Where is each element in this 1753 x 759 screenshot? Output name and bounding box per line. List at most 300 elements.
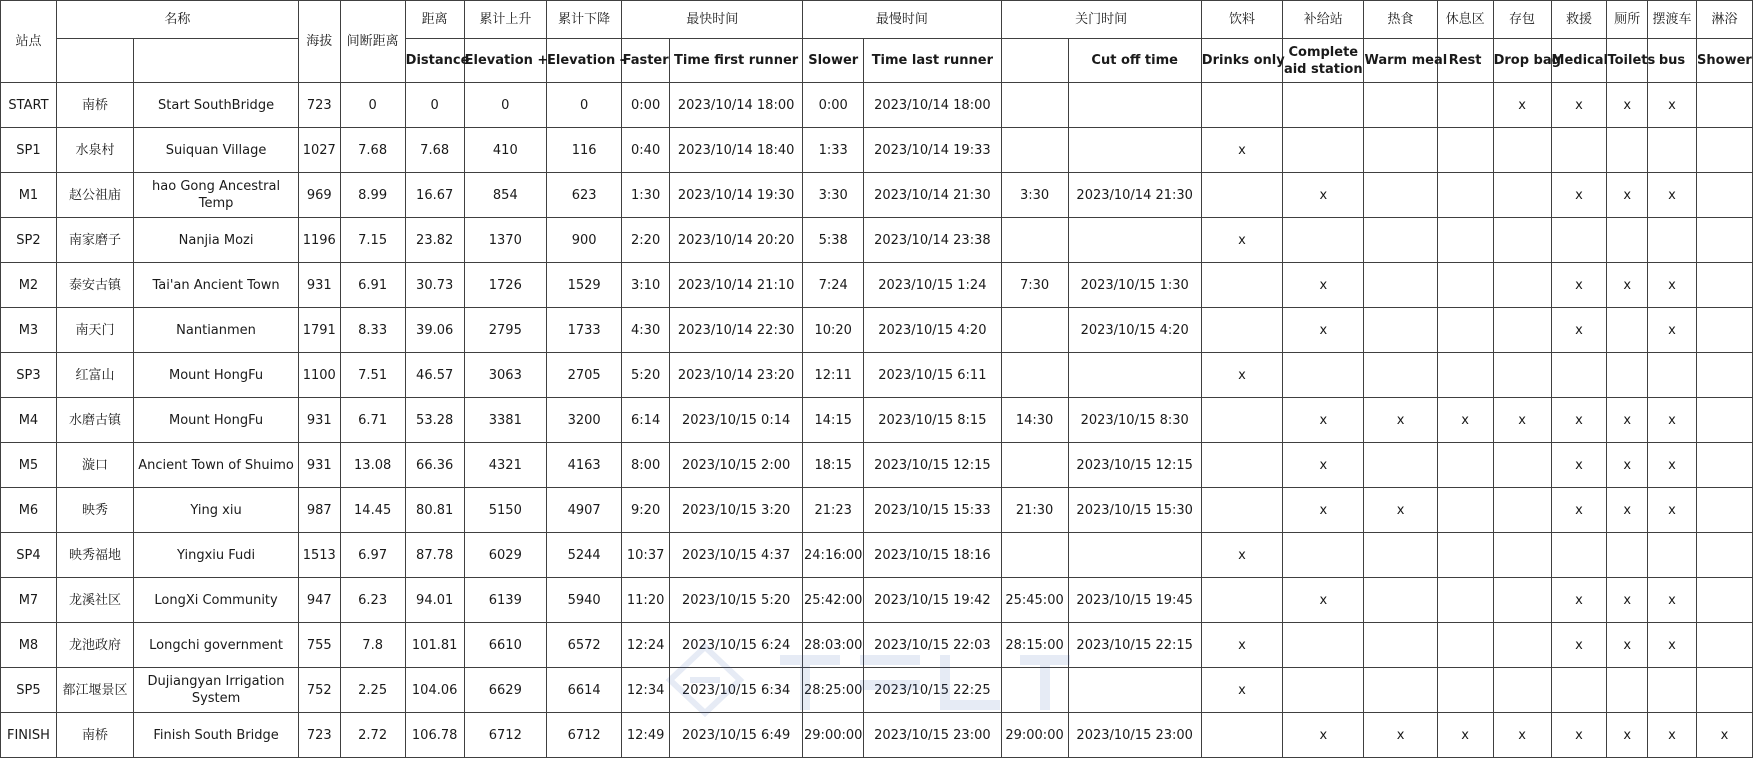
- cell-rest: [1437, 83, 1493, 128]
- cell-cut-dur: [1001, 218, 1068, 263]
- cell-last: 2023/10/15 23:00: [864, 713, 1001, 758]
- cell-dist: 66.36: [405, 443, 464, 488]
- cell-slow: 21:23: [803, 488, 864, 533]
- cell-dropbag: [1493, 668, 1551, 713]
- cell-fast: 0:40: [622, 128, 670, 173]
- cell-up: 3063: [464, 353, 546, 398]
- cell-alt: 755: [298, 623, 340, 668]
- header-elevation-up-cn: 累计上升: [464, 1, 546, 39]
- cell-en: Suiquan Village: [134, 128, 299, 173]
- cell-medical: x: [1551, 173, 1607, 218]
- cell-down: 6572: [547, 623, 622, 668]
- cell-fast: 11:20: [622, 578, 670, 623]
- header-drinks-en: Drinks only: [1201, 39, 1282, 83]
- cell-last: 2023/10/14 21:30: [864, 173, 1001, 218]
- cell-en: Tai'an Ancient Town: [134, 263, 299, 308]
- cell-meal: [1364, 128, 1437, 173]
- cell-meal: [1364, 218, 1437, 263]
- cell-aid: [1283, 128, 1364, 173]
- table-row: [1, 668, 1753, 713]
- cell-drinks: [1201, 173, 1282, 218]
- cell-cut: [1068, 668, 1201, 713]
- cell-cn: 龙池政府: [56, 623, 133, 668]
- cell-up: 854: [464, 173, 546, 218]
- cell-cut: [1068, 353, 1201, 398]
- cell-slow: 18:15: [803, 443, 864, 488]
- cell-medical: x: [1551, 488, 1607, 533]
- cell-rest: [1437, 128, 1493, 173]
- table-row: [1, 488, 1753, 533]
- cell-meal: [1364, 668, 1437, 713]
- cell-bus: x: [1648, 578, 1697, 623]
- cell-medical: [1551, 128, 1607, 173]
- cell-seg: 7.8: [340, 623, 405, 668]
- cell-rest: [1437, 443, 1493, 488]
- cell-alt: 1791: [298, 308, 340, 353]
- cell-station: M2: [1, 263, 57, 308]
- cell-seg: 2.72: [340, 713, 405, 758]
- header-cutoff-time-en: Cut off time: [1068, 39, 1201, 83]
- cell-toilets: x: [1607, 488, 1648, 533]
- header-altitude: 海拔: [298, 1, 340, 83]
- cell-cut: 2023/10/14 21:30: [1068, 173, 1201, 218]
- cell-bus: x: [1648, 173, 1697, 218]
- cell-alt: 723: [298, 713, 340, 758]
- cell-cn: 南天门: [56, 308, 133, 353]
- cell-en: hao Gong Ancestral Temp: [134, 173, 299, 218]
- cell-shower: [1696, 83, 1752, 128]
- cell-seg: 0: [340, 83, 405, 128]
- cell-bus: [1648, 128, 1697, 173]
- cell-shower: [1696, 533, 1752, 578]
- cell-rest: [1437, 668, 1493, 713]
- cell-rest: x: [1437, 398, 1493, 443]
- cell-last: 2023/10/14 23:38: [864, 218, 1001, 263]
- cell-station: M4: [1, 398, 57, 443]
- header-elevation-down-cn: 累计下降: [547, 1, 622, 39]
- cell-shower: [1696, 488, 1752, 533]
- cell-meal: [1364, 308, 1437, 353]
- cell-aid: [1283, 218, 1364, 263]
- cell-toilets: x: [1607, 578, 1648, 623]
- cell-seg: 8.99: [340, 173, 405, 218]
- cell-cut: 2023/10/15 22:15: [1068, 623, 1201, 668]
- cell-rest: [1437, 263, 1493, 308]
- cell-fast: 3:10: [622, 263, 670, 308]
- cell-dist: 101.81: [405, 623, 464, 668]
- header-meal-en: Warm meal: [1364, 39, 1437, 83]
- cell-drinks: x: [1201, 623, 1282, 668]
- header-name-cn-blank: [56, 39, 133, 83]
- cell-down: 116: [547, 128, 622, 173]
- table-row: [1, 713, 1753, 758]
- cell-rest: [1437, 578, 1493, 623]
- cell-aid: x: [1283, 173, 1364, 218]
- cell-bus: x: [1648, 398, 1697, 443]
- cell-toilets: x: [1607, 623, 1648, 668]
- cell-up: 4321: [464, 443, 546, 488]
- cell-medical: x: [1551, 398, 1607, 443]
- cell-cut: 2023/10/15 8:30: [1068, 398, 1201, 443]
- header-drinks-cn: 饮料: [1201, 1, 1282, 39]
- header-station: 站点: [1, 1, 57, 83]
- cell-dropbag: [1493, 533, 1551, 578]
- cell-seg: 13.08: [340, 443, 405, 488]
- cell-last: 2023/10/15 8:15: [864, 398, 1001, 443]
- cell-aid: x: [1283, 263, 1364, 308]
- table-row: [1, 578, 1753, 623]
- header-aid-en: Complete aid station: [1283, 39, 1364, 83]
- cell-toilets: x: [1607, 713, 1648, 758]
- cell-cn: 南桥: [56, 83, 133, 128]
- cell-drinks: x: [1201, 668, 1282, 713]
- cell-cut: 2023/10/15 1:30: [1068, 263, 1201, 308]
- cell-dropbag: [1493, 173, 1551, 218]
- cell-medical: x: [1551, 308, 1607, 353]
- cell-dropbag: x: [1493, 398, 1551, 443]
- cell-cn: 赵公祖庙: [56, 173, 133, 218]
- cell-rest: [1437, 218, 1493, 263]
- cell-shower: [1696, 623, 1752, 668]
- cell-dist: 94.01: [405, 578, 464, 623]
- cell-slow: 25:42:00: [803, 578, 864, 623]
- cell-cut-dur: [1001, 443, 1068, 488]
- cell-medical: x: [1551, 713, 1607, 758]
- cell-dist: 104.06: [405, 668, 464, 713]
- cell-dropbag: [1493, 218, 1551, 263]
- cell-last: 2023/10/15 1:24: [864, 263, 1001, 308]
- cell-cn: 红富山: [56, 353, 133, 398]
- cell-meal: [1364, 83, 1437, 128]
- cell-en: Start SouthBridge: [134, 83, 299, 128]
- cell-en: Finish South Bridge: [134, 713, 299, 758]
- cell-dropbag: [1493, 578, 1551, 623]
- cell-drinks: x: [1201, 353, 1282, 398]
- cell-cn: 水泉村: [56, 128, 133, 173]
- cell-shower: [1696, 128, 1752, 173]
- cell-down: 4163: [547, 443, 622, 488]
- header-bus-cn: 摆渡车: [1648, 1, 1697, 39]
- cell-dist: 80.81: [405, 488, 464, 533]
- cell-bus: x: [1648, 488, 1697, 533]
- cell-alt: 931: [298, 263, 340, 308]
- cell-cn: 龙溪社区: [56, 578, 133, 623]
- cell-slow: 29:00:00: [803, 713, 864, 758]
- cell-bus: [1648, 668, 1697, 713]
- cell-up: 6139: [464, 578, 546, 623]
- cell-en: Dujiangyan Irrigation System: [134, 668, 299, 713]
- cell-meal: [1364, 173, 1437, 218]
- cell-down: 3200: [547, 398, 622, 443]
- cell-en: Mount HongFu: [134, 353, 299, 398]
- cell-dist: 0: [405, 83, 464, 128]
- cell-cut-dur: [1001, 83, 1068, 128]
- cell-up: 6629: [464, 668, 546, 713]
- cell-meal: x: [1364, 713, 1437, 758]
- cell-dist: 87.78: [405, 533, 464, 578]
- cell-down: 2705: [547, 353, 622, 398]
- cell-slow: 5:38: [803, 218, 864, 263]
- cell-alt: 969: [298, 173, 340, 218]
- cell-cut-dur: 25:45:00: [1001, 578, 1068, 623]
- cell-cn: 泰安古镇: [56, 263, 133, 308]
- cell-bus: x: [1648, 443, 1697, 488]
- cell-first: 2023/10/15 4:37: [670, 533, 803, 578]
- cell-dist: 7.68: [405, 128, 464, 173]
- cell-bus: [1648, 218, 1697, 263]
- cell-meal: x: [1364, 488, 1437, 533]
- header-time-first-runner: Time first runner: [670, 39, 803, 83]
- cell-shower: [1696, 308, 1752, 353]
- cell-fast: 9:20: [622, 488, 670, 533]
- cell-dist: 23.82: [405, 218, 464, 263]
- cell-dist: 46.57: [405, 353, 464, 398]
- cell-station: SP5: [1, 668, 57, 713]
- cell-down: 4907: [547, 488, 622, 533]
- cell-station: SP1: [1, 128, 57, 173]
- cell-meal: [1364, 623, 1437, 668]
- cell-toilets: [1607, 308, 1648, 353]
- cell-down: 0: [547, 83, 622, 128]
- cell-fast: 4:30: [622, 308, 670, 353]
- cell-station: START: [1, 83, 57, 128]
- cell-up: 1370: [464, 218, 546, 263]
- cell-aid: [1283, 353, 1364, 398]
- cell-shower: [1696, 578, 1752, 623]
- cell-down: 5940: [547, 578, 622, 623]
- table-row: [1, 83, 1753, 128]
- cell-alt: 1100: [298, 353, 340, 398]
- table-row: [1, 263, 1753, 308]
- cell-last: 2023/10/15 19:42: [864, 578, 1001, 623]
- table-row: [1, 218, 1753, 263]
- cell-cut: 2023/10/15 15:30: [1068, 488, 1201, 533]
- header-elevation-up-en: Elevation +: [464, 39, 546, 83]
- cell-drinks: [1201, 488, 1282, 533]
- cell-up: 3381: [464, 398, 546, 443]
- cell-dropbag: [1493, 263, 1551, 308]
- cell-alt: 752: [298, 668, 340, 713]
- cell-drinks: [1201, 308, 1282, 353]
- cell-up: 2795: [464, 308, 546, 353]
- header-dropbag-cn: 存包: [1493, 1, 1551, 39]
- cell-alt: 1196: [298, 218, 340, 263]
- cell-medical: x: [1551, 623, 1607, 668]
- cell-dropbag: [1493, 353, 1551, 398]
- cell-meal: [1364, 353, 1437, 398]
- cell-aid: x: [1283, 443, 1364, 488]
- cell-cn: 南家磨子: [56, 218, 133, 263]
- cell-cut-dur: [1001, 668, 1068, 713]
- header-row-cn: [1, 1, 1753, 39]
- cell-toilets: x: [1607, 398, 1648, 443]
- cell-drinks: [1201, 443, 1282, 488]
- cell-meal: [1364, 578, 1437, 623]
- table-row: [1, 173, 1753, 218]
- cell-aid: x: [1283, 578, 1364, 623]
- cell-dropbag: x: [1493, 713, 1551, 758]
- cell-en: Yingxiu Fudi: [134, 533, 299, 578]
- cell-seg: 2.25: [340, 668, 405, 713]
- cell-shower: [1696, 353, 1752, 398]
- header-distance-cn: 距离: [405, 1, 464, 39]
- cell-aid: x: [1283, 713, 1364, 758]
- cell-first: 2023/10/14 22:30: [670, 308, 803, 353]
- cell-slow: 24:16:00: [803, 533, 864, 578]
- cell-medical: [1551, 668, 1607, 713]
- cell-aid: [1283, 668, 1364, 713]
- cell-dist: 16.67: [405, 173, 464, 218]
- header-segment-distance: 间断距离: [340, 1, 405, 83]
- cell-dropbag: [1493, 488, 1551, 533]
- cell-down: 6614: [547, 668, 622, 713]
- header-slower: Slower: [803, 39, 864, 83]
- cell-cut-dur: 21:30: [1001, 488, 1068, 533]
- cell-medical: [1551, 353, 1607, 398]
- cell-alt: 931: [298, 443, 340, 488]
- cell-bus: x: [1648, 83, 1697, 128]
- cell-en: Mount HongFu: [134, 398, 299, 443]
- cell-up: 410: [464, 128, 546, 173]
- cell-en: LongXi Community: [134, 578, 299, 623]
- cell-down: 5244: [547, 533, 622, 578]
- cell-rest: [1437, 488, 1493, 533]
- cell-fast: 12:49: [622, 713, 670, 758]
- cell-toilets: x: [1607, 83, 1648, 128]
- table-row: [1, 128, 1753, 173]
- cell-en: Longchi government: [134, 623, 299, 668]
- cell-toilets: [1607, 668, 1648, 713]
- table-row: [1, 443, 1753, 488]
- cell-alt: 987: [298, 488, 340, 533]
- cell-aid: x: [1283, 398, 1364, 443]
- cell-up: 6712: [464, 713, 546, 758]
- cell-last: 2023/10/14 19:33: [864, 128, 1001, 173]
- cell-shower: [1696, 668, 1752, 713]
- cell-first: 2023/10/15 6:24: [670, 623, 803, 668]
- cell-up: 0: [464, 83, 546, 128]
- table-row: [1, 623, 1753, 668]
- cell-station: M7: [1, 578, 57, 623]
- cell-down: 6712: [547, 713, 622, 758]
- cell-cut: 2023/10/15 12:15: [1068, 443, 1201, 488]
- cell-seg: 14.45: [340, 488, 405, 533]
- cell-drinks: x: [1201, 128, 1282, 173]
- cell-last: 2023/10/15 12:15: [864, 443, 1001, 488]
- cell-aid: [1283, 623, 1364, 668]
- table-row: [1, 353, 1753, 398]
- header-slowest-time: 最慢时间: [803, 1, 1001, 39]
- cell-cut-dur: 3:30: [1001, 173, 1068, 218]
- cell-fast: 12:34: [622, 668, 670, 713]
- cell-slow: 28:03:00: [803, 623, 864, 668]
- cell-dropbag: x: [1493, 83, 1551, 128]
- cell-last: 2023/10/15 22:03: [864, 623, 1001, 668]
- cell-alt: 931: [298, 398, 340, 443]
- header-time-last-runner: Time last runner: [864, 39, 1001, 83]
- cell-bus: [1648, 533, 1697, 578]
- cell-first: 2023/10/15 0:14: [670, 398, 803, 443]
- header-name-en-blank: [134, 39, 299, 83]
- cell-last: 2023/10/15 4:20: [864, 308, 1001, 353]
- cell-up: 5150: [464, 488, 546, 533]
- cell-cut-dur: 28:15:00: [1001, 623, 1068, 668]
- cell-seg: 6.97: [340, 533, 405, 578]
- cell-rest: [1437, 623, 1493, 668]
- cell-meal: x: [1364, 398, 1437, 443]
- header-shower-cn: 淋浴: [1696, 1, 1752, 39]
- cell-cn: 映秀福地: [56, 533, 133, 578]
- cell-rest: [1437, 308, 1493, 353]
- cell-cut-dur: [1001, 353, 1068, 398]
- cell-alt: 1513: [298, 533, 340, 578]
- cell-meal: [1364, 443, 1437, 488]
- cell-slow: 14:15: [803, 398, 864, 443]
- cell-toilets: x: [1607, 443, 1648, 488]
- cell-drinks: x: [1201, 533, 1282, 578]
- cell-seg: 7.15: [340, 218, 405, 263]
- header-dropbag-en: Drop bag: [1493, 39, 1551, 83]
- cell-medical: x: [1551, 83, 1607, 128]
- cell-bus: x: [1648, 623, 1697, 668]
- cell-medical: x: [1551, 263, 1607, 308]
- cell-shower: [1696, 398, 1752, 443]
- cell-station: M3: [1, 308, 57, 353]
- cell-slow: 1:33: [803, 128, 864, 173]
- cell-cut-dur: 7:30: [1001, 263, 1068, 308]
- cell-up: 1726: [464, 263, 546, 308]
- cell-medical: [1551, 218, 1607, 263]
- cell-alt: 1027: [298, 128, 340, 173]
- header-fastest-time: 最快时间: [622, 1, 803, 39]
- cell-toilets: x: [1607, 173, 1648, 218]
- cell-cn: 漩口: [56, 443, 133, 488]
- cell-up: 6610: [464, 623, 546, 668]
- header-faster: Faster: [622, 39, 670, 83]
- cell-toilets: [1607, 218, 1648, 263]
- cell-first: 2023/10/14 20:20: [670, 218, 803, 263]
- cell-en: Ying xiu: [134, 488, 299, 533]
- cell-seg: 6.71: [340, 398, 405, 443]
- cell-cn: 都江堰景区: [56, 668, 133, 713]
- cell-dropbag: [1493, 443, 1551, 488]
- cell-fast: 12:24: [622, 623, 670, 668]
- header-name: 名称: [56, 1, 298, 39]
- cell-slow: 28:25:00: [803, 668, 864, 713]
- cell-fast: 8:00: [622, 443, 670, 488]
- cell-first: 2023/10/14 18:00: [670, 83, 803, 128]
- cell-station: SP4: [1, 533, 57, 578]
- cell-drinks: [1201, 398, 1282, 443]
- header-bus-en: bus: [1648, 39, 1697, 83]
- cell-en: Nantianmen: [134, 308, 299, 353]
- cell-rest: [1437, 173, 1493, 218]
- cell-first: 2023/10/15 2:00: [670, 443, 803, 488]
- cell-slow: 10:20: [803, 308, 864, 353]
- cell-cut-dur: [1001, 308, 1068, 353]
- cell-first: 2023/10/14 19:30: [670, 173, 803, 218]
- cell-aid: [1283, 533, 1364, 578]
- cell-first: 2023/10/15 3:20: [670, 488, 803, 533]
- cell-bus: x: [1648, 713, 1697, 758]
- cell-station: M8: [1, 623, 57, 668]
- cell-cut-dur: 29:00:00: [1001, 713, 1068, 758]
- cell-fast: 2:20: [622, 218, 670, 263]
- header-distance-en: Distance: [405, 39, 464, 83]
- table-row: [1, 533, 1753, 578]
- cell-medical: x: [1551, 443, 1607, 488]
- cell-meal: [1364, 533, 1437, 578]
